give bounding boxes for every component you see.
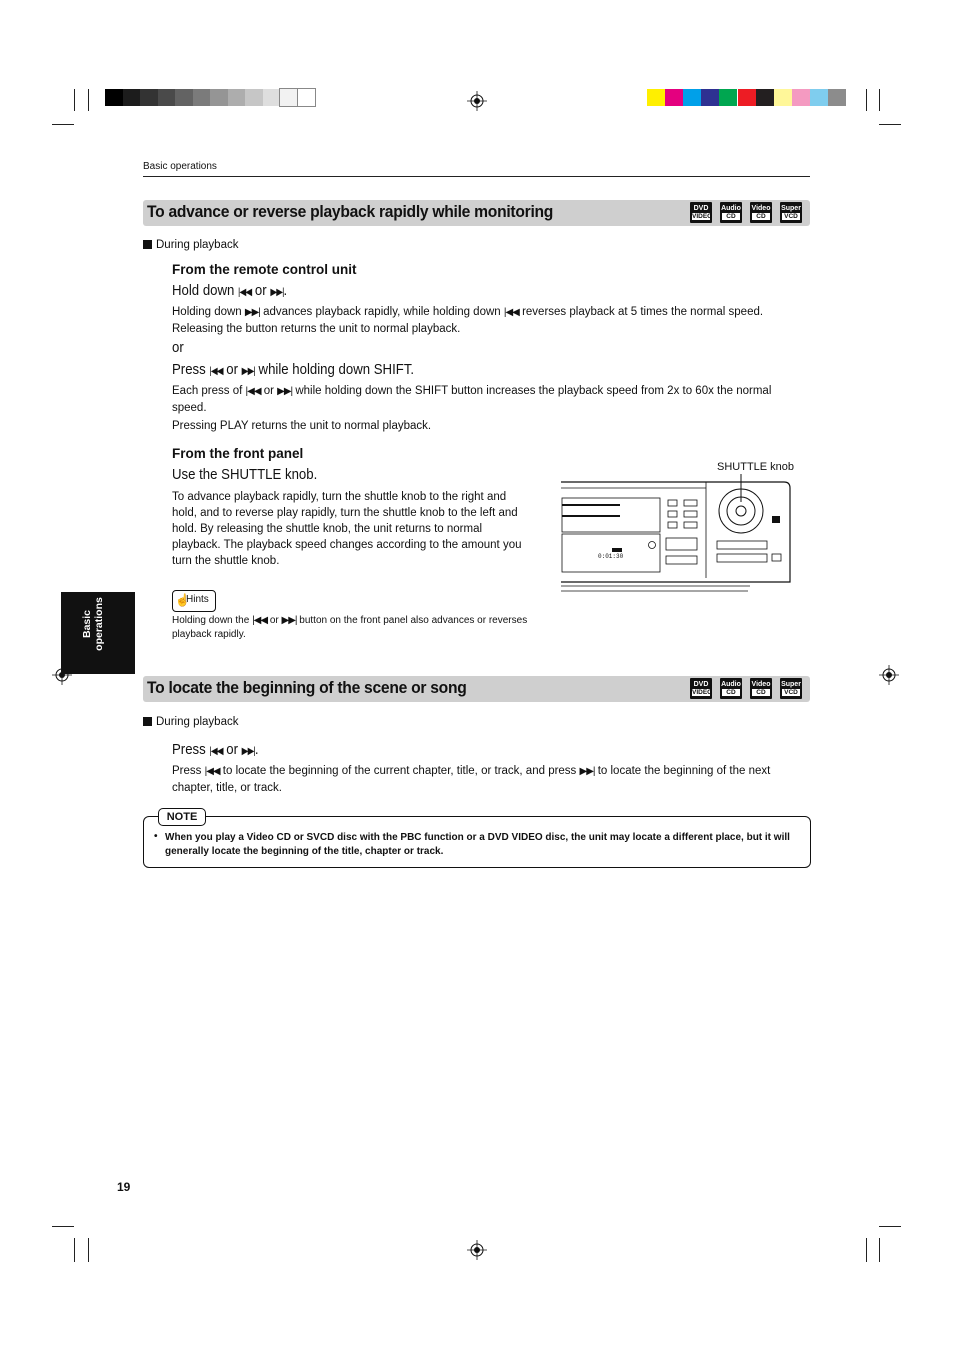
next-icon: ▶▶| — [244, 307, 260, 318]
previous-icon: |◀◀ — [245, 386, 261, 397]
super-vcd-badge: Super VCD — [780, 202, 802, 223]
gray-swatch — [193, 89, 211, 106]
gray-swatch — [228, 89, 246, 106]
color-swatch — [683, 89, 701, 106]
crop-mark — [866, 1238, 867, 1262]
action-press-shift: Press |◀◀ or ▶▶| while holding down SHIFT. — [172, 361, 415, 378]
panel-heading: From the front panel — [172, 446, 304, 461]
crop-mark — [52, 124, 74, 125]
crop-mark — [879, 89, 880, 111]
pointing-hand-icon: ☝ — [175, 593, 190, 607]
remote-heading: From the remote control unit — [172, 262, 357, 277]
registration-mark-icon — [467, 91, 487, 111]
crop-mark — [879, 1226, 901, 1227]
note-text: When you play a Video CD or SVCD disc with the PBC function or a DVD VIDEO disc, the unit may locate a different place, but it will generally locate the beginning of the title, chapter or track. — [165, 832, 790, 857]
crop-mark — [52, 1226, 74, 1227]
display-readout: 0:01:30 — [598, 553, 624, 560]
gray-swatch — [280, 89, 298, 106]
next-icon: ▶▶| — [241, 366, 255, 377]
color-swatch — [738, 89, 756, 106]
gray-swatch — [140, 89, 158, 106]
previous-icon: |◀◀ — [252, 615, 268, 626]
registration-mark-icon — [467, 1240, 487, 1260]
body-text: Pressing PLAY returns the unit to normal playback. — [172, 420, 432, 432]
dvd-player-front-panel-illustration — [560, 474, 794, 598]
disc-type-badges — [690, 202, 802, 223]
gray-swatch — [123, 89, 141, 106]
condition-label: During playback — [143, 716, 238, 728]
color-swatch — [701, 89, 719, 106]
gray-swatch — [210, 89, 228, 106]
body-text: To advance playback rapidly, turn the shuttle knob to the right and hold, and to reverse play rapidly, turn the shuttle knob to the left and hold. By releasing the shuttle knob, the unit returns to normal playback. The playback speed changes according to the amount you turn the shuttle knob. — [172, 491, 522, 567]
section-title: To advance or reverse playback rapidly while monitoring — [147, 202, 554, 221]
audio-cd-badge: Audio CD — [720, 678, 742, 699]
condition-label: During playback — [143, 239, 238, 251]
color-swatch — [647, 89, 665, 106]
gray-swatch — [105, 89, 123, 106]
running-header: Basic operations — [143, 161, 217, 172]
color-swatch — [719, 89, 737, 106]
color-swatch — [828, 89, 846, 106]
audio-cd-badge: Audio CD — [720, 202, 742, 223]
or-separator: or — [172, 339, 184, 356]
header-rule — [143, 176, 810, 177]
section-title-bar — [143, 676, 810, 702]
previous-icon: |◀◀ — [204, 766, 220, 777]
note-bullet: • — [154, 831, 158, 842]
hints-text: Holding down the |◀◀ or ▶▶| button on the front panel also advances or reverses playback rapidly. — [172, 615, 528, 640]
crop-mark — [74, 1238, 75, 1262]
illustration-label: SHUTTLE knob — [717, 461, 795, 473]
section-title-bar — [143, 200, 810, 226]
color-swatch — [756, 89, 774, 106]
gray-swatch — [175, 89, 193, 106]
color-swatch — [774, 89, 792, 106]
next-icon: ▶▶| — [281, 615, 297, 626]
disc-type-badges — [690, 678, 802, 699]
gray-swatch — [245, 89, 263, 106]
next-icon: ▶▶| — [579, 766, 595, 777]
color-swatch — [792, 89, 810, 106]
crop-mark — [88, 89, 89, 111]
crop-mark — [879, 1238, 880, 1262]
action-shuttle: Use the SHUTTLE knob. — [172, 466, 318, 483]
square-bullet-icon — [143, 240, 152, 249]
gray-swatch — [298, 89, 316, 106]
dvd-video-badge: DVD VIDEO — [690, 202, 712, 223]
page-number: 19 — [117, 1180, 131, 1194]
gray-swatch — [263, 89, 281, 106]
square-bullet-icon — [143, 717, 152, 726]
super-vcd-badge: Super VCD — [780, 678, 802, 699]
next-icon: ▶▶| — [277, 386, 293, 397]
next-icon: ▶▶| — [270, 287, 284, 298]
body-text: Press |◀◀ to locate the beginning of the current chapter, title, or track, and press ▶▶| to locate the beginning of the next chapter, title, or track. — [172, 765, 771, 794]
crop-mark — [879, 124, 901, 125]
video-cd-badge: Video CD — [750, 678, 772, 699]
crop-mark — [866, 89, 867, 111]
previous-icon: |◀◀ — [503, 307, 519, 318]
body-text: Holding down ▶▶| advances playback rapidly, while holding down |◀◀ reverses playback at 5 times the normal speed. Releasing the button returns the unit to normal playback. — [172, 306, 764, 335]
video-cd-badge: Video CD — [750, 202, 772, 223]
crop-mark — [74, 89, 75, 111]
color-swatch — [665, 89, 683, 106]
color-swatch — [810, 89, 828, 106]
side-tab — [61, 592, 135, 674]
action-hold-down: Hold down |◀◀ or ▶▶|. — [172, 282, 288, 299]
note-label: NOTE — [158, 808, 206, 826]
crop-mark — [88, 1238, 89, 1262]
registration-mark-icon — [879, 665, 899, 685]
gray-swatch — [158, 89, 176, 106]
action-press: Press |◀◀ or ▶▶|. — [172, 741, 259, 758]
previous-icon: |◀◀ — [209, 746, 223, 757]
dvd-video-badge: DVD VIDEO — [690, 678, 712, 699]
previous-icon: |◀◀ — [238, 287, 252, 298]
hints-badge: ☝ Hints — [172, 590, 216, 612]
side-tab-label: Basic operations — [81, 597, 105, 651]
next-icon: ▶▶| — [241, 746, 255, 757]
previous-icon: |◀◀ — [209, 366, 223, 377]
body-text: Each press of |◀◀ or ▶▶| while holding down the SHIFT button increases the playback speed from 2x to 60x the normal speed. — [172, 385, 772, 414]
section-title: To locate the beginning of the scene or song — [147, 678, 467, 697]
